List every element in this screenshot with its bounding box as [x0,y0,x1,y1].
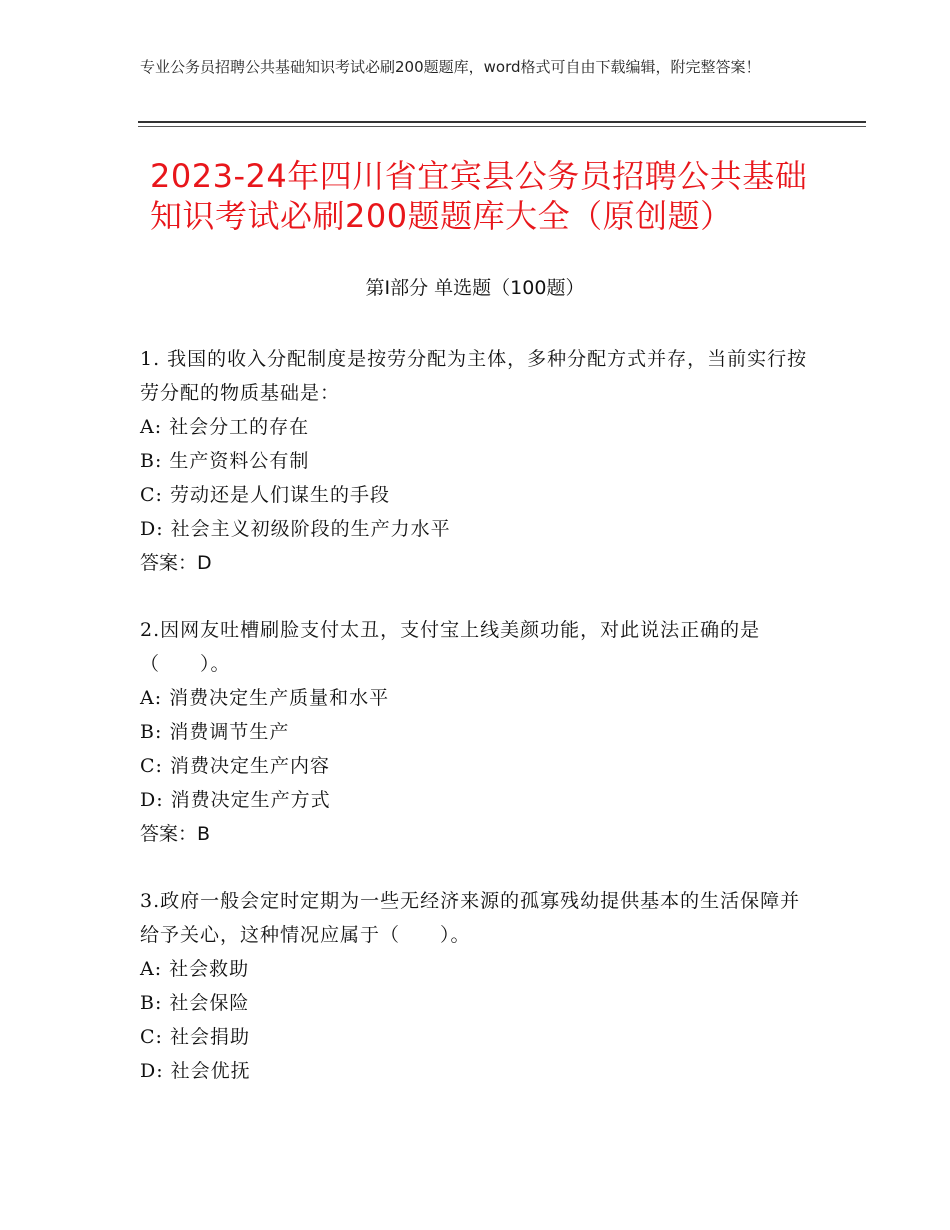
option-d: D: 社会优抚 [140,1060,251,1082]
answer-label: 答案：B [140,823,211,845]
question-stem: 3.政府一般会定时定期为一些无经济来源的孤寡残幼提供基本的生活保障并给予关心，这种情况应属于（ ）。 [140,890,801,946]
document-title: 2023-24年四川省宜宾县公务员招聘公共基础知识考试必刷200题题库大全（原创题） [150,157,808,235]
option-a: A: 社会分工的存在 [140,416,310,438]
question-stem: 2.因网友吐槽刷脸支付太丑，支付宝上线美颜功能，对此说法正确的是（ ）。 [140,619,761,675]
option-b: B: 生产资料公有制 [140,450,310,472]
question-1 [140,342,820,580]
section-title: 第Ⅰ部分 单选题（100题） [365,277,585,299]
option-b: B: 社会保险 [140,992,250,1014]
question-2 [140,613,820,851]
question-list [140,342,820,1121]
option-d: D: 社会主义初级阶段的生产力水平 [140,518,451,540]
question-3 [140,884,820,1088]
option-c: C: 社会捐助 [140,1026,250,1048]
option-a: A: 消费决定生产质量和水平 [140,687,390,709]
option-b: B: 消费调节生产 [140,721,290,743]
header-rule-thin [138,126,866,127]
option-c: C: 消费决定生产内容 [140,755,330,777]
question-stem: 1. 我国的收入分配制度是按劳分配为主体，多种分配方式并存，当前实行按劳分配的物质基础是： [140,348,808,404]
header-rule-thick [138,121,866,123]
option-a: A: 社会救助 [140,958,250,980]
option-d: D: 消费决定生产方式 [140,789,331,811]
answer-label: 答案：D [140,552,212,574]
header-note: 专业公务员招聘公共基础知识考试必刷200题题库，word格式可自由下载编辑，附完整答案！ [140,58,761,76]
option-c: C: 劳动还是人们谋生的手段 [140,484,390,506]
